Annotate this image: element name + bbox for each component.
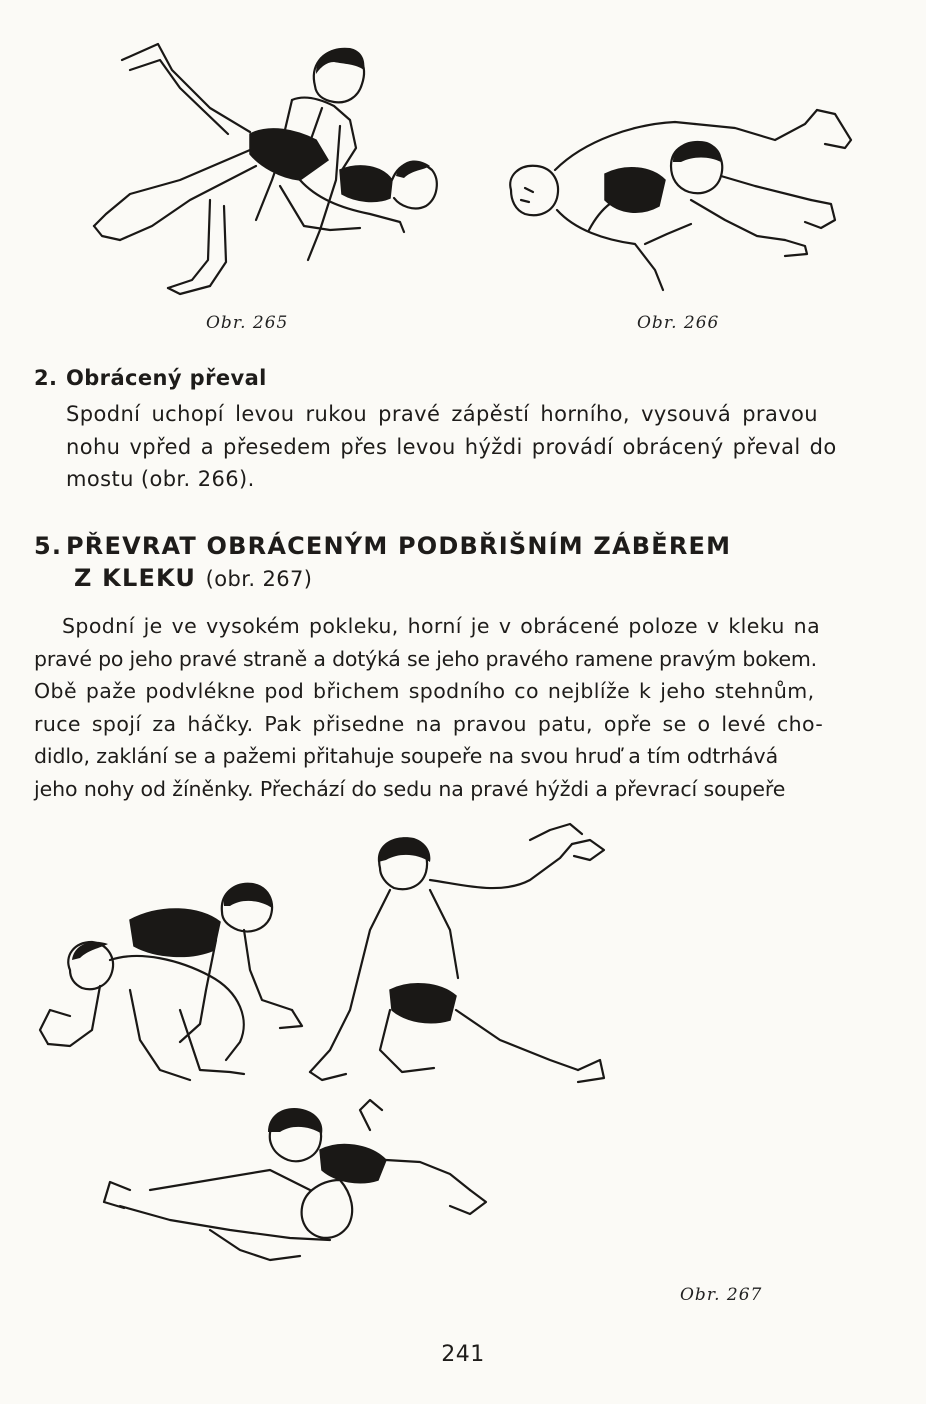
section-title-line1: PŘEVRAT OBRÁCENÝM PODBŘIŠNÍM ZÁBĚREM	[66, 532, 732, 560]
subsection-line: mostu (obr. 266).	[66, 467, 255, 491]
section-title-ref: (obr. 267)	[205, 567, 313, 591]
subsection-line: nohu vpřed a přesedem přes levou hýždi provádí obrácený převal do	[66, 434, 837, 459]
section-body	[34, 610, 892, 805]
section-line: ruce spojí za háčky. Pak přisedne na pravou patu, opře se o levé cho-	[34, 711, 824, 736]
subsection-heading	[34, 366, 267, 390]
figure-266-illustration	[495, 100, 875, 300]
section-line: didlo, zaklání se a pažemi přitahuje soupeře na svou hruď a tím odtrhává	[34, 744, 779, 768]
figure-266-caption: Obr. 266	[637, 313, 720, 333]
section-line: pravé po jeho pravé straně a dotýká se jeho pravého ramene pravým bokem.	[34, 646, 817, 671]
section-line: Obě paže podvlékne pod břichem spodního co nejblíže k jeho stehnům,	[34, 679, 815, 703]
subsection-line: Spodní uchopí levou rukou pravé zápěstí horního, vysouvá pravou	[66, 402, 819, 426]
subsection-title: Obrácený převal	[66, 366, 267, 390]
section-line: jeho nohy od žíněnky. Přechází do sedu na pravé hýždi a převrací soupeře	[34, 776, 786, 801]
section-title-line2: Z KLEKU	[74, 564, 197, 592]
section-heading	[34, 530, 731, 595]
section-number: 5.	[34, 532, 63, 560]
figure-265-illustration	[60, 30, 460, 300]
page-number: 241	[441, 1342, 485, 1367]
section-line: Spodní je ve vysokém pokleku, horní je v obrácené poloze v kleku na	[62, 614, 821, 638]
subsection-body	[66, 398, 892, 496]
figure-267-illustration	[30, 810, 620, 1310]
figure-265-caption: Obr. 265	[206, 313, 289, 333]
figure-267-caption: Obr. 267	[680, 1285, 763, 1305]
subsection-number: 2.	[34, 366, 58, 390]
